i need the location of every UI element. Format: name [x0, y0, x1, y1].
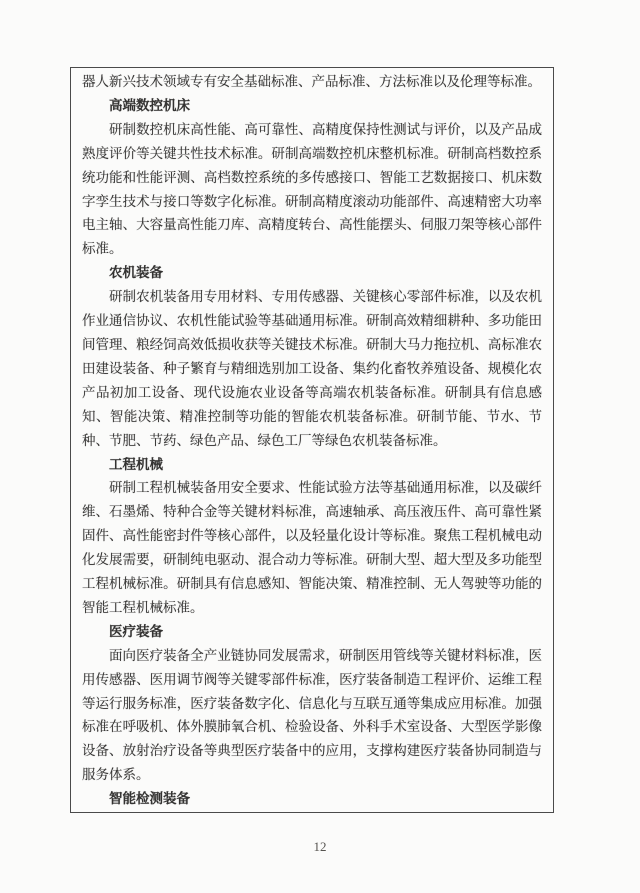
paragraph-medical-equipment: 面向医疗装备全产业链协同发展需求，研制医用管线等关键材料标准，医用传感器、医用调节阀等关键零部件标准，医疗装备制造工程评价、运维工程等运行服务标准，医疗装备数字化、信息化与互联互通等集成应用标准。加强标准在呼吸机、体外膜肺氧合机、检验设备、外科手术室设备、大型医学影像设备、放射治疗设备等典型医疗装备中的应用，支撑构建医疗装备协同制造与服务体系。 [82, 647, 542, 783]
paragraph-high-end-cnc-machine-tools: 研制数控机床高性能、高可靠性、高精度保持性测试与评价，以及产品成熟度评价等关键共性技术标准。研制高端数控机床整机标准。研制高档数控系统功能和性能评测、高档数控系统的多传感接口、智能工艺数据接口、机床数字孪生技术与接口等数字化标准。研制高精度滚动功能部件、高速精密大功率电主轴、大容量高性能刀库、高精度转台、高性能摆头、伺服刀架等核心部件标准。 [82, 121, 542, 257]
paragraph-intelligent-inspection-equipment [82, 811, 542, 813]
section-heading-high-end-cnc-machine-tools: 高端数控机床 [109, 97, 190, 113]
paragraph-construction-machinery: 研制工程机械装备用安全要求、性能试验方法等基础通用标准，以及碳纤维、石墨烯、特种合金等关键材料标准，高速轴承、高压液压件、高可靠性紧固件、高性能密封件等核心部件，以及轻量化设计等标准。聚焦工程机械电动化发展需要，研制纯电驱动、混合动力等标准。研制大型、超大型及多功能型工程机械标准。研制具有信息感知、智能决策、精准控制、无人驾驶等功能的智能工程机械标准。 [82, 480, 542, 615]
paragraph-agricultural-machinery: 研制农机装备用专用材料、专用传感器、关键核心零部件标准，以及农机作业通信协议、农机性能试验等基础通用标准。研制高效精细耕种、多功能田间管理、粮经饲高效低损收获等关键技术标准。研制大马力拖拉机、高标准农田建设装备、种子繁育与精细选别加工设备、集约化畜牧养殖设备、规模化农产品初加工设备、现代设施农业设备等高端农机装备标准。研制具有信息感知、智能决策、精准控制等功能的智能农机装备标准。研制节能、节水、节种、节肥、节药、绿色产品、绿色工厂等绿色农机装备标准。 [82, 289, 542, 448]
content-border-box [70, 67, 554, 813]
section-heading-agricultural-machinery: 农机装备 [109, 265, 163, 281]
section-heading-medical-equipment: 医疗装备 [109, 623, 163, 639]
page-number: 12 [313, 839, 327, 854]
section-heading-intelligent-inspection-equipment: 智能检测装备 [109, 791, 190, 807]
paragraph-robot-standards-continuation: 器人新兴技术领域专有安全基础标准、产品标准、方法标准以及伦理等标准。 [82, 74, 541, 89]
section-heading-construction-machinery: 工程机械 [109, 456, 163, 472]
